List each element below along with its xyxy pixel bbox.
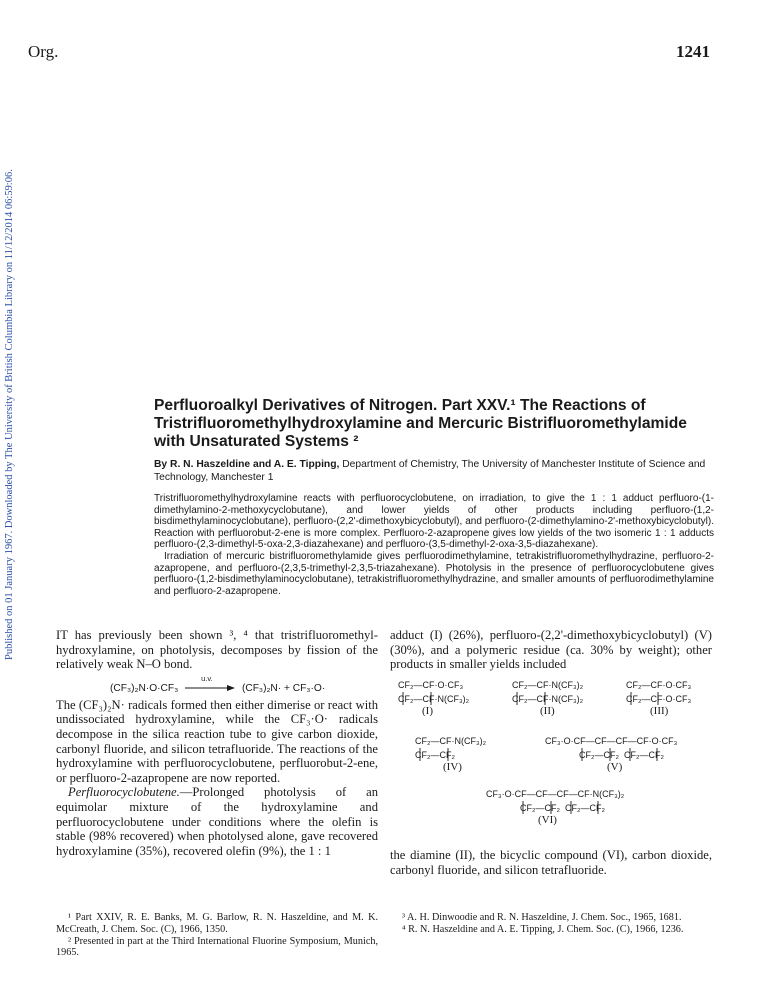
structure-IV-top: CF₂—CF·N(CF₃)₂ bbox=[415, 736, 487, 746]
footnote-1: ¹ Part XXIV, R. E. Banks, M. G. Barlow, R. N. Haszeldine, and M. K. McCreath, J. Chem. Soc. (C), 1966, 1350. bbox=[56, 912, 378, 935]
title-line-2: Tristrifluoromethylhydroxylamine and Mercuric Bistrifluoromethylamide bbox=[154, 415, 687, 432]
structure-III-top: CF₂—CF·O·CF₃ bbox=[626, 680, 692, 690]
structure-VI bbox=[486, 789, 624, 826]
structure-I-bottom: CF₂—CF·N(CF₃)₂ bbox=[398, 694, 470, 704]
structure-I bbox=[398, 680, 469, 717]
footnote-2: ² Presented in part at the Third International Fluorine Symposium, Munich, 1965. bbox=[56, 935, 378, 959]
structure-VI-label: (VI) bbox=[538, 814, 557, 826]
structure-I-top: CF₂—CF·O·CF₃ bbox=[398, 680, 464, 690]
structure-II bbox=[512, 680, 583, 717]
right-paragraph-2: the diamine (II), the bicyclic compound (VI), carbon dioxide, carbonyl fluoride, and silicon tetrafluoride. bbox=[390, 848, 712, 877]
structure-VI-bottom: CF₂—CF₂ CF₂—CF₂ bbox=[520, 803, 605, 813]
cyclobutene-text: —Prolonged photolysis of an equimolar mixture of the hydroxylamine and perfluorocyclobutene under conditions where the olefin is stable (98% recovered) when photolysed alone, gave recovered hydroxylamine (35%), recovered olefin (9%), the 1 : 1 bbox=[56, 785, 378, 858]
title-line-1: Perfluoroalkyl Derivatives of Nitrogen. Part XXV.¹ The Reactions of bbox=[154, 397, 646, 414]
intro-paragraph: IT has previously been shown ³, ⁴ that tristrifluoromethyl-hydroxylamine, on photolysis, decomposes by fission of the relatively weak N–O bond. bbox=[56, 628, 378, 672]
structure-V-top: CF₃·O·CF—CF—CF—CF·O·CF₃ bbox=[545, 736, 678, 746]
structure-IV-bottom: CF₂—CF₂ bbox=[415, 750, 455, 760]
structure-I-label: (I) bbox=[422, 705, 433, 717]
structure-IV-label: (IV) bbox=[443, 761, 462, 773]
page-number: 1241 bbox=[676, 42, 710, 61]
structure-VI-top: CF₃·O·CF—CF—CF—CF·N(CF₃)₂ bbox=[486, 789, 625, 799]
structure-V-label: (V) bbox=[607, 761, 623, 773]
structure-IV bbox=[415, 736, 486, 773]
structure-III bbox=[626, 680, 691, 717]
structure-III-label: (III) bbox=[650, 705, 669, 717]
abstract-paragraph-2: Irradiation of mercuric bistrifluoromethylamide gives perfluorodimethylamine, tetrakistrifluoromethylhydrazine, perfluoro-2-azapropene, and perfluoro-(2,3,5-trimethyl-2,3,5-triazahexane). Photolysis in the presence of perfluorocyclobutene gives perfluoro-(1,2-bisdimethylaminocyclobutane), tetrakistrifluoromethylhydrazine, and smaller amounts of perfluorodimethylamine and perfluoro-2-azapropene. bbox=[154, 550, 714, 597]
structure-V-bottom: CF₂—CF₂ CF₂—CF₂ bbox=[579, 750, 664, 760]
title-line-3: with Unsaturated Systems ² bbox=[154, 433, 359, 450]
download-notice[interactable]: Published on 01 January 1967. Downloaded by The University of British Columbia Library on 11/12/2014 06:59:06. bbox=[4, 169, 15, 660]
author-affiliation: Department of Chemistry, The University of Manchester Institute of Science and Technology, Manchester 1 bbox=[154, 459, 706, 483]
footnotes-left bbox=[56, 912, 378, 959]
author-names: By R. N. Haszeldine and A. E. Tipping, bbox=[154, 459, 340, 470]
abstract-paragraph-1: Tristrifluoromethylhydroxylamine reacts with perfluorocyclobutene, on irradiation, to give the 1 : 1 adduct perfluoro-(1-dimethylamino-2-methoxycyclobutane), and lower yields of other products including perfluoro-(1,2-bisdimethylaminocyclobutane), perfluoro-(2,2'-dimethoxybicyclobutyl), and perfluoro-(2-dimethylamino-2'-methoxybicyclobutyl). Reaction with perfluorobut-2-ene is more complex. Perfluoro-2-azapropene gives low yields of the two isomeric 1 : 1 adducts perfluoro-(2,3-dimethyl-5-oxa-2,3-diazahexane) and perfluoro-(3,5-dimethyl-2-oxa-3,5-diazahexane). bbox=[154, 493, 714, 551]
section-heading: Perfluorocyclobutene. bbox=[68, 785, 180, 800]
structure-III-bottom: CF₂—CF·O·CF₃ bbox=[626, 694, 692, 704]
footnote-3: ³ A. H. Dinwoodie and R. N. Haszeldine, J. Chem. Soc., 1965, 1681. bbox=[402, 912, 682, 923]
uv-condition: u.v. bbox=[201, 674, 213, 683]
footnotes-right bbox=[390, 912, 712, 936]
equation-reactant: (CF₃)₂N·O·CF₃ bbox=[110, 683, 179, 694]
journal-section: Org. bbox=[28, 42, 59, 61]
structure-II-top: CF₂—CF·N(CF₃)₂ bbox=[512, 680, 584, 690]
equation-products: (CF₃)₂N· + CF₃·O· bbox=[241, 683, 326, 694]
structure-II-label: (II) bbox=[540, 705, 555, 717]
footnote-4: ⁴ R. N. Haszeldine and A. E. Tipping, J. Chem. Soc. (C), 1966, 1236. bbox=[402, 923, 684, 935]
radicals-paragraph: The (CF₃)₂N· radicals formed then either dimerise or react with undissociated hydroxylamine, while the CF₃·O· radicals decompose in the silica reaction tube to give carbon dioxide, carbonyl fluoride, and silicon tetrafluoride. The reactions of the hydroxylamine with perfluorocyclobutene, perfluorobut-2-ene, or perfluoro-2-azapropene are now reported. bbox=[56, 697, 378, 785]
right-paragraph-1: adduct (I) (26%), perfluoro-(2,2'-dimethoxybicyclobutyl) (V) (30%), and a polymeric residue (ca. 30% by weight); other products in smaller yields included bbox=[390, 628, 712, 672]
structure-V bbox=[545, 736, 677, 773]
structure-II-bottom: CF₂—CF·N(CF₃)₂ bbox=[512, 694, 584, 704]
